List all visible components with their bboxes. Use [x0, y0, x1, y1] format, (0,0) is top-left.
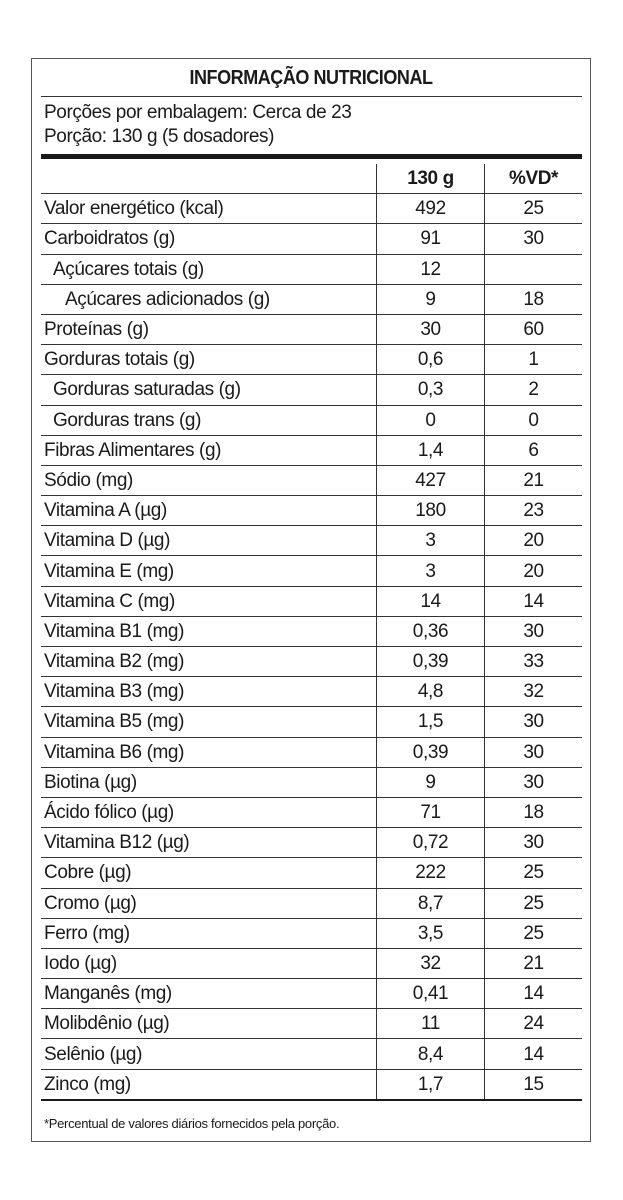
- nutrient-name: Selênio (µg): [41, 1039, 377, 1069]
- table-row: [41, 224, 582, 254]
- title-divider: [41, 96, 582, 97]
- column-header-amount: 130 g: [377, 164, 485, 194]
- nutrient-name: Proteínas (g): [41, 314, 377, 344]
- table-header-row: [41, 164, 582, 194]
- nutrient-dv: 25: [485, 918, 583, 948]
- nutrient-name: Vitamina B5 (mg): [41, 707, 377, 737]
- nutrient-dv: 30: [485, 224, 583, 254]
- nutrient-amount: 1,4: [377, 435, 485, 465]
- serving-size: Porção: 130 g (5 dosadores): [44, 126, 275, 147]
- nutrient-amount: 3: [377, 556, 485, 586]
- nutrient-amount: 8,4: [377, 1039, 485, 1069]
- table-row: [41, 858, 582, 888]
- table-row: [41, 194, 582, 224]
- nutrient-dv: 30: [485, 616, 583, 646]
- nutrient-name: Vitamina A (µg): [41, 496, 377, 526]
- nutrient-amount: 1,5: [377, 707, 485, 737]
- nutrient-amount: 0,72: [377, 828, 485, 858]
- table-row: [41, 828, 582, 858]
- header-divider: [41, 154, 582, 159]
- nutrient-name: Gorduras trans (g): [41, 405, 377, 435]
- table-row: [41, 767, 582, 797]
- table-row: [41, 586, 582, 616]
- nutrient-dv: 33: [485, 647, 583, 677]
- nutrient-amount: 0,39: [377, 737, 485, 767]
- nutrient-amount: 11: [377, 1009, 485, 1039]
- nutrient-name: Vitamina C (mg): [41, 586, 377, 616]
- column-header-nutrient: [41, 164, 377, 194]
- nutrient-name: Sódio (mg): [41, 465, 377, 495]
- nutrient-dv: 25: [485, 194, 583, 224]
- table-row: [41, 979, 582, 1009]
- table-row: [41, 435, 582, 465]
- table-row: [41, 526, 582, 556]
- nutrient-dv: 20: [485, 556, 583, 586]
- nutrient-amount: 30: [377, 314, 485, 344]
- nutrient-dv: 25: [485, 888, 583, 918]
- nutrient-name: Zinco (mg): [41, 1069, 377, 1100]
- nutrient-name: Vitamina B12 (µg): [41, 828, 377, 858]
- table-row: [41, 496, 582, 526]
- nutrient-dv: 15: [485, 1069, 583, 1100]
- nutrient-dv: 1: [485, 345, 583, 375]
- table-row: [41, 1069, 582, 1100]
- table-row: [41, 556, 582, 586]
- nutrient-dv: 18: [485, 284, 583, 314]
- table-row: [41, 707, 582, 737]
- nutrient-name: Gorduras saturadas (g): [41, 375, 377, 405]
- nutrient-dv: 18: [485, 797, 583, 827]
- nutrient-name: Vitamina D (µg): [41, 526, 377, 556]
- nutrient-name: Valor energético (kcal): [41, 194, 377, 224]
- nutrient-amount: 91: [377, 224, 485, 254]
- nutrient-amount: 180: [377, 496, 485, 526]
- nutrient-amount: 9: [377, 284, 485, 314]
- nutrient-dv: 30: [485, 767, 583, 797]
- nutrient-amount: 1,7: [377, 1069, 485, 1100]
- nutrient-name: Gorduras totais (g): [41, 345, 377, 375]
- nutrient-dv: 20: [485, 526, 583, 556]
- column-header-dv: %VD*: [485, 164, 583, 194]
- table-row: [41, 647, 582, 677]
- nutrient-amount: 0,41: [377, 979, 485, 1009]
- nutrient-amount: 3: [377, 526, 485, 556]
- nutrient-amount: 0,3: [377, 375, 485, 405]
- table-row: [41, 284, 582, 314]
- nutrient-dv: 30: [485, 828, 583, 858]
- table-row: [41, 465, 582, 495]
- nutrient-dv: 6: [485, 435, 583, 465]
- nutrient-amount: 8,7: [377, 888, 485, 918]
- nutrient-name: Vitamina B1 (mg): [41, 616, 377, 646]
- nutrient-name: Biotina (µg): [41, 767, 377, 797]
- nutrient-dv: 60: [485, 314, 583, 344]
- table-row: [41, 797, 582, 827]
- nutrient-amount: 0,6: [377, 345, 485, 375]
- nutrient-name: Fibras Alimentares (g): [41, 435, 377, 465]
- nutrient-dv: 21: [485, 465, 583, 495]
- nutrient-name: Cobre (µg): [41, 858, 377, 888]
- nutrition-table: [41, 164, 582, 1101]
- nutrient-name: Carboidratos (g): [41, 224, 377, 254]
- nutrient-dv: 14: [485, 979, 583, 1009]
- nutrient-name: Cromo (µg): [41, 888, 377, 918]
- nutrient-dv: 0: [485, 405, 583, 435]
- nutrient-name: Açúcares totais (g): [41, 254, 377, 284]
- table-row: [41, 616, 582, 646]
- nutrient-name: Vitamina B6 (mg): [41, 737, 377, 767]
- nutrient-amount: 12: [377, 254, 485, 284]
- label-title: INFORMAÇÃO NUTRICIONAL: [189, 67, 433, 89]
- table-row: [41, 254, 582, 284]
- nutrient-name: Ferro (mg): [41, 918, 377, 948]
- nutrient-amount: 4,8: [377, 677, 485, 707]
- table-row: [41, 375, 582, 405]
- table-row: [41, 918, 582, 948]
- nutrient-dv: 14: [485, 1039, 583, 1069]
- nutrient-amount: 71: [377, 797, 485, 827]
- nutrient-name: Vitamina B3 (mg): [41, 677, 377, 707]
- footnote: *Percentual de valores diários fornecidos pela porção.: [44, 1116, 340, 1131]
- nutrient-dv: 32: [485, 677, 583, 707]
- table-row: [41, 1009, 582, 1039]
- nutrient-amount: 32: [377, 948, 485, 978]
- table-row: [41, 345, 582, 375]
- nutrient-name: Molibdênio (µg): [41, 1009, 377, 1039]
- nutrient-amount: 492: [377, 194, 485, 224]
- table-row: [41, 888, 582, 918]
- nutrient-amount: 14: [377, 586, 485, 616]
- nutrient-name: Ácido fólico (µg): [41, 797, 377, 827]
- nutrient-dv: 25: [485, 858, 583, 888]
- nutrient-dv: 30: [485, 737, 583, 767]
- nutrient-name: Manganês (mg): [41, 979, 377, 1009]
- nutrient-dv: 14: [485, 586, 583, 616]
- table-row: [41, 948, 582, 978]
- nutrient-amount: 427: [377, 465, 485, 495]
- nutrient-name: Vitamina E (mg): [41, 556, 377, 586]
- nutrient-dv: 2: [485, 375, 583, 405]
- nutrient-name: Vitamina B2 (mg): [41, 647, 377, 677]
- table-row: [41, 737, 582, 767]
- nutrient-dv: 21: [485, 948, 583, 978]
- table-row: [41, 1039, 582, 1069]
- nutrient-name: Açúcares adicionados (g): [41, 284, 377, 314]
- nutrient-amount: 0,36: [377, 616, 485, 646]
- nutrient-amount: 3,5: [377, 918, 485, 948]
- nutrient-amount: 9: [377, 767, 485, 797]
- table-row: [41, 314, 582, 344]
- nutrient-amount: 0: [377, 405, 485, 435]
- nutrient-dv: 23: [485, 496, 583, 526]
- table-row: [41, 677, 582, 707]
- nutrient-amount: 222: [377, 858, 485, 888]
- nutrient-dv: [485, 254, 583, 284]
- nutrient-dv: 30: [485, 707, 583, 737]
- nutrient-name: Iodo (µg): [41, 948, 377, 978]
- table-row: [41, 405, 582, 435]
- nutrient-amount: 0,39: [377, 647, 485, 677]
- servings-per-package: Porções por embalagem: Cerca de 23: [44, 102, 352, 123]
- nutrition-facts-panel: [31, 58, 591, 1142]
- nutrient-dv: 24: [485, 1009, 583, 1039]
